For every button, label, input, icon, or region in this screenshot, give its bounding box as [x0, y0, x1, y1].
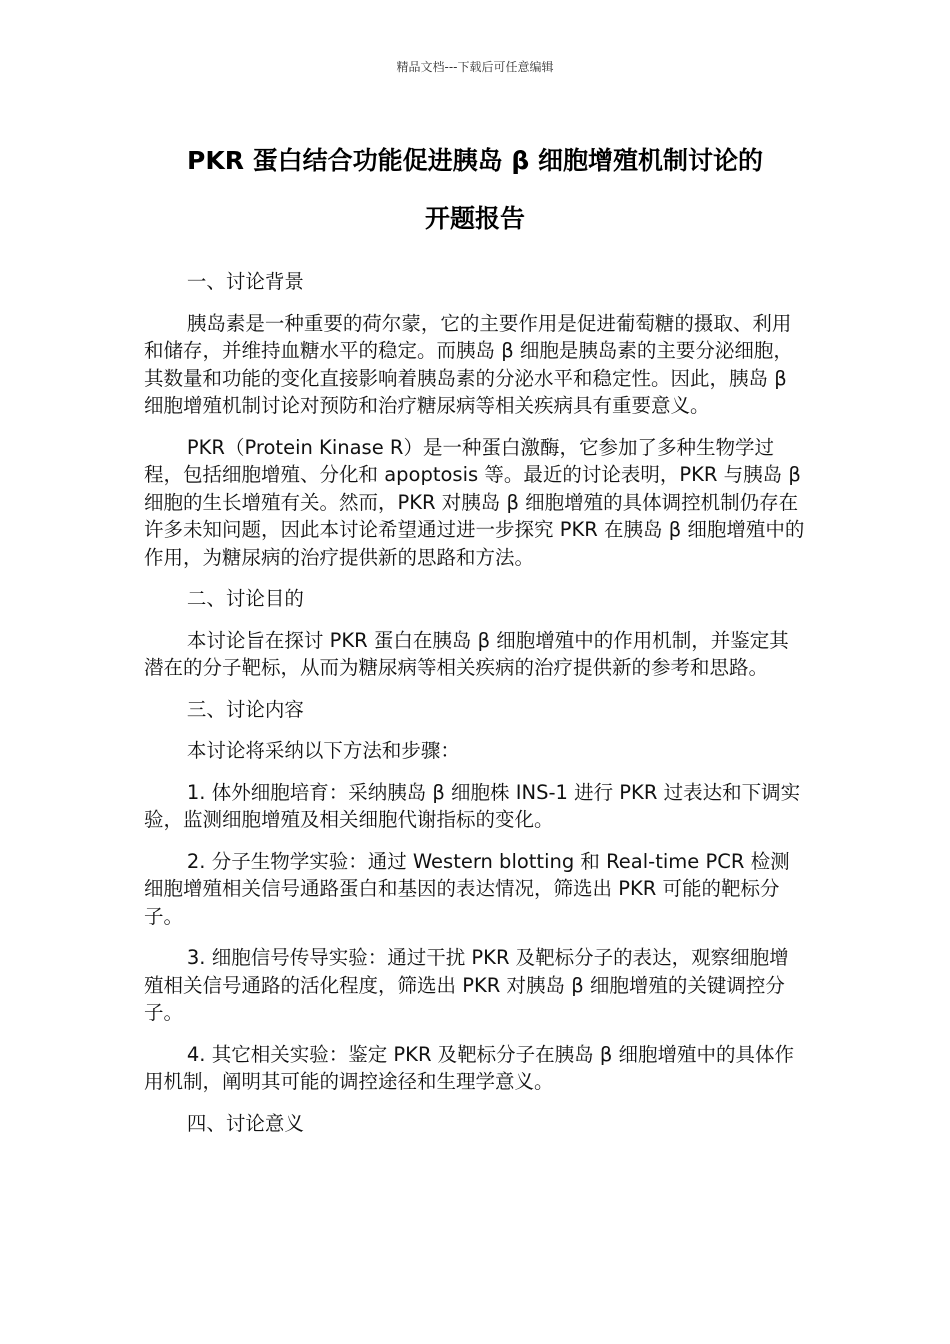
title-line-1: PKR 蛋白结合功能促进胰岛 β 细胞增殖机制讨论的: [187, 146, 763, 175]
section-heading-significance: 四、讨论意义: [186, 1111, 304, 1135]
paragraph-purpose: 本讨论旨在探讨 PKR 蛋白在胰岛 β 细胞增殖中的作用机制，并鉴定其潜在的分子靶标，从而为糖尿病等相关疾病的治疗提供新的参考和思路。: [144, 628, 789, 679]
list-item-step-1: 1. 体外细胞培育：采纳胰岛 β 细胞株 INS-1 进行 PKR 过表达和下调实验，监测细胞增殖及相关细胞代谢指标的变化。: [144, 780, 801, 831]
paragraph-methods-intro: 本讨论将采纳以下方法和步骤：: [186, 739, 460, 762]
title-line-2: 开题报告: [424, 204, 525, 233]
section-heading-purpose: 二、讨论目的: [186, 587, 304, 610]
paragraph-background-pkr: PKR（Protein Kinase R）是一种蛋白激酶，它参加了多种生物学过程，包括细胞增殖、分化和 apoptosis 等。最近的讨论表明，PKR 与胰岛 β 细胞的生长增殖有关。然而，PKR 对胰岛 β 细胞增殖的具体调控机制仍存在许多未知问题，因此本讨论希望通过进一步探究 PKR 在胰岛 β 细胞增殖中的作用，为糖尿病的治疗提供新的思路和方法。: [144, 435, 805, 569]
list-item-step-2: 2. 分子生物学实验：通过 Western blotting 和 Real-time PCR 检测细胞增殖相关信号通路蛋白和基因的表达情况，筛选出 PKR 可能的靶标分子。: [144, 849, 790, 928]
paragraph-background-insulin: 胰岛素是一种重要的荷尔蒙，它的主要作用是促进葡萄糖的摄取、利用和储存，并维持血糖水平的稳定。而胰岛 β 细胞是胰岛素的主要分泌细胞，其数量和功能的变化直接影响着胰岛素的分泌水平和稳定性。因此，胰岛 β 细胞增殖机制讨论对预防和治疗糖尿病等相关疾病具有重要意义。: [144, 311, 793, 417]
section-heading-content: 三、讨论内容: [186, 697, 304, 721]
document-body: [144, 268, 806, 1151]
list-item-step-3: 3. 细胞信号传导实验：通过干扰 PKR 及靶标分子的表达，观察细胞增殖相关信号通路的活化程度，筛选出 PKR 对胰岛 β 细胞增殖的关键调控分子。: [144, 946, 789, 1024]
section-heading-background: 一、讨论背景: [186, 270, 304, 293]
header-note: 精品文档---下载后可任意编辑: [396, 60, 554, 74]
list-item-step-4: 4. 其它相关实验：鉴定 PKR 及靶标分子在胰岛 β 细胞增殖中的具体作用机制，阐明其可能的调控途径和生理学意义。: [144, 1042, 795, 1093]
document-title: [110, 132, 840, 248]
